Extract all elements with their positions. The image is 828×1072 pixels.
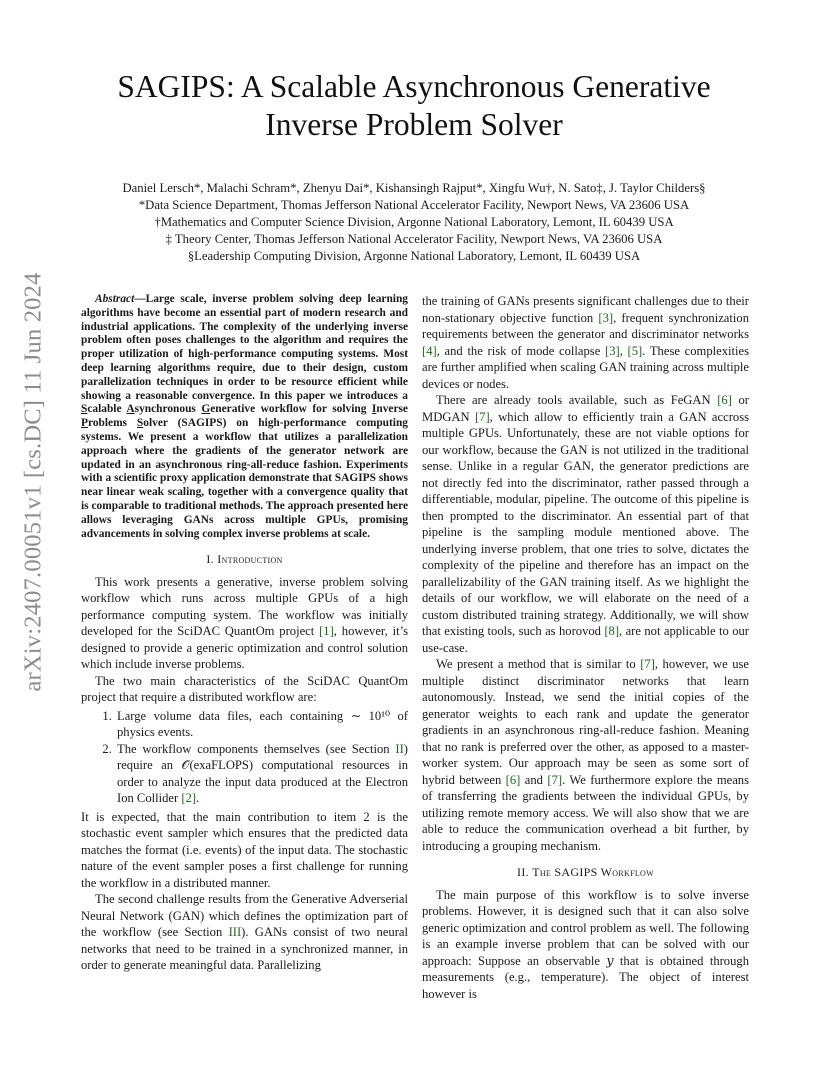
citation-link[interactable]: [6]	[717, 393, 732, 407]
author-block	[40, 180, 788, 265]
intro-paragraph-7: We present a method that is similar to [7], however, we use multiple distinct discriminator networks that learn autonomously. Instead, we send the initial copies of the generator weights to each rank and update the generator gradients in an asynchronous ring-all-reduce fashion. Meaning that no rank is preferred over the other, as apposed to a master-worker system. Our approach may be seen as some sort of hybrid between [6] and [7]. We furthermore explore the means of transferring the gradients between the individual GPUs, by utilizing remote memory access. We will also show that we are able to reduce the communication overhead a bit further, by introducing a grouping mechanism.	[422, 657, 749, 853]
citation-link[interactable]: [8]	[604, 624, 620, 638]
workflow-paragraph-1: The main purpose of this workflow is to solve inverse problems. However, it is designed such that it can also solve generic optimization and control problem as well. The following is an example inverse problem that can be solved with our approach: Suppose an observable 𝑦 that is obtained through measurements (e.g., temperature). The object of interest however is	[422, 887, 749, 1001]
affiliation-3: ‡ Theory Center, Thomas Jefferson National Accelerator Facility, Newport News, VA 23606 USA	[165, 232, 663, 246]
citation-link[interactable]: [7]	[474, 409, 490, 424]
intro-paragraph-1: This work presents a generative, inverse problem solving workflow which runs across multiple GPUs of a high performance computing system. The workflow was initially developed for the SciDAC QuantOm project [1], however, it’s designed to provide a generic optimization and control solution which include inverse problems.	[81, 574, 408, 672]
affiliation-1: *Data Science Department, Thomas Jefferson National Accelerator Facility, Newport News, VA 23606 USA	[138, 198, 690, 212]
abstract: Abstract—Large scale, inverse problem solving deep learning algorithms have become an essential part of modern research and industrial applications. The complexity of the underlying inverse problem often poses challenges to the algorithm and requires the proper utilization of high-performance computing systems. Most deep learning algorithms require, due to their design, custom parallelization techniques in order to be resource efficient while showing a reasonable convergence. In this paper we introduces a Scalable Asynchronous Generative workflow for solving Inverse Problems Solver (SAGIPS) on high-performance computing systems. We present a workflow that utilizes a parallelization approach where the gradients of the generator network are updated in an asynchronous ring-all-reduce fashion. Experiments with a scientific proxy application demonstrate that SAGIPS shows near linear weak scaling, together with a convergence quality that is comparable to traditional methods. The approach presented here allows leveraging GANs across multiple GPUs, promising advancements in solving complex inverse problems at scale.	[81, 293, 408, 540]
intro-paragraph-3: It is expected, that the main contribution to item 2 is the stochastic event sampler which ensures that the predicted data matches the format (i.e. events) of the input data. The stochastic nature of the event sampler poses a first challenge for running the workflow in a distributed manner.	[81, 809, 408, 890]
citation-link[interactable]: [4]	[422, 343, 437, 358]
list-item: 1. Large volume data files, each containing ∼ 10¹⁰ of physics events.	[115, 708, 408, 741]
section-link[interactable]: III	[228, 925, 242, 940]
abstract-label: Abstract	[95, 293, 135, 305]
intro-paragraph-6: There are already tools available, such as FeGAN [6] or MDGAN [7], which allow to efficiently train a GAN accross multiple GPUs. Unfortunately, these are not viable options for our workflow, because the GAN is not utilized in the traditional sense. Unlike in a regular GAN, the generator predictions are not directly fed into the discriminator, rather passed through a differentiable, modular, pipeline. The outcome of this pipeline is then prompted to the discriminator. An essential part of that pipeline is the sampling module mentioned above. The underlying inverse problem, that one tries to solve, dictates the complexity of the pipeline and therefore has an impact on the parallelizability of the GAN training itself. As we highlight the details of our workflow, we will elaborate on the need of a custom distributed training strategy. Additionally, we will show that existing tools, such as horovod [8], are not applicable to our use-case.	[422, 393, 750, 655]
citation-link[interactable]: [2]	[181, 791, 197, 806]
list-item: 2. The workflow components themselves (see Section II) require an 𝒪(exaFLOPS) computational resources in order to analyze the input data produced at the Electron Ion Collider [2].	[115, 741, 408, 807]
section-heading-workflow: II. The SAGIPS Workflow	[517, 865, 654, 879]
paper-title	[60, 68, 768, 144]
citation-link[interactable]: [5]	[627, 343, 643, 358]
affiliation-2: †Mathematics and Computer Science Division, Argonne National Laboratory, Lemont, IL 60439 USA	[154, 215, 674, 229]
intro-paragraph-5: the training of GANs presents significant challenges due to their non-stationary objective function [3], frequent synchronization requirements between the generator and discriminator networks [4], and the risk of mode collapse [3], [5]. These complexities are further amplified when scaling GAN training across multiple devices or nodes.	[422, 294, 749, 391]
characteristics-list	[81, 708, 408, 807]
right-column	[422, 293, 749, 1002]
citation-link[interactable]: [7]	[547, 772, 563, 787]
left-column	[81, 293, 408, 974]
author-names: Daniel Lersch*, Malachi Schram*, Zhenyu Dai*, Kishansingh Rajput*, Xingfu Wu†, N. Sato‡, J. Taylor Childers§	[122, 181, 706, 195]
citation-link[interactable]: [6]	[505, 772, 521, 787]
intro-paragraph-4: The second challenge results from the Generative Adverserial Neural Network (GAN) which defines the optimization part of the workflow (see Section III). GANs consist of two neural networks that need to be trained in a synchronized manner, in order to generate meaningful data. Parallelizing	[81, 892, 408, 973]
citation-link[interactable]: [1]	[319, 624, 334, 639]
citation-link[interactable]: [7]	[640, 657, 655, 671]
section-link[interactable]: II	[395, 741, 404, 756]
intro-paragraph-2: The two main characteristics of the SciDAC QuantOm project that require a distributed workflow are:	[81, 673, 408, 705]
title-line-1: SAGIPS: A Scalable Asynchronous Generative	[117, 69, 711, 104]
title-line-2: Inverse Problem Solver	[265, 107, 563, 142]
citation-link[interactable]: [3]	[605, 343, 620, 358]
affiliation-4: §Leadership Computing Division, Argonne National Laboratory, Lemont, IL 60439 USA	[187, 249, 641, 263]
citation-link[interactable]: [3]	[598, 310, 614, 325]
arxiv-identifier-text: arXiv:2407.00051v1 [cs.DC] 11 Jun 2024	[20, 271, 48, 692]
section-heading-introduction: I. Introduction	[206, 552, 283, 567]
arxiv-identifier-stamp	[20, 271, 48, 692]
